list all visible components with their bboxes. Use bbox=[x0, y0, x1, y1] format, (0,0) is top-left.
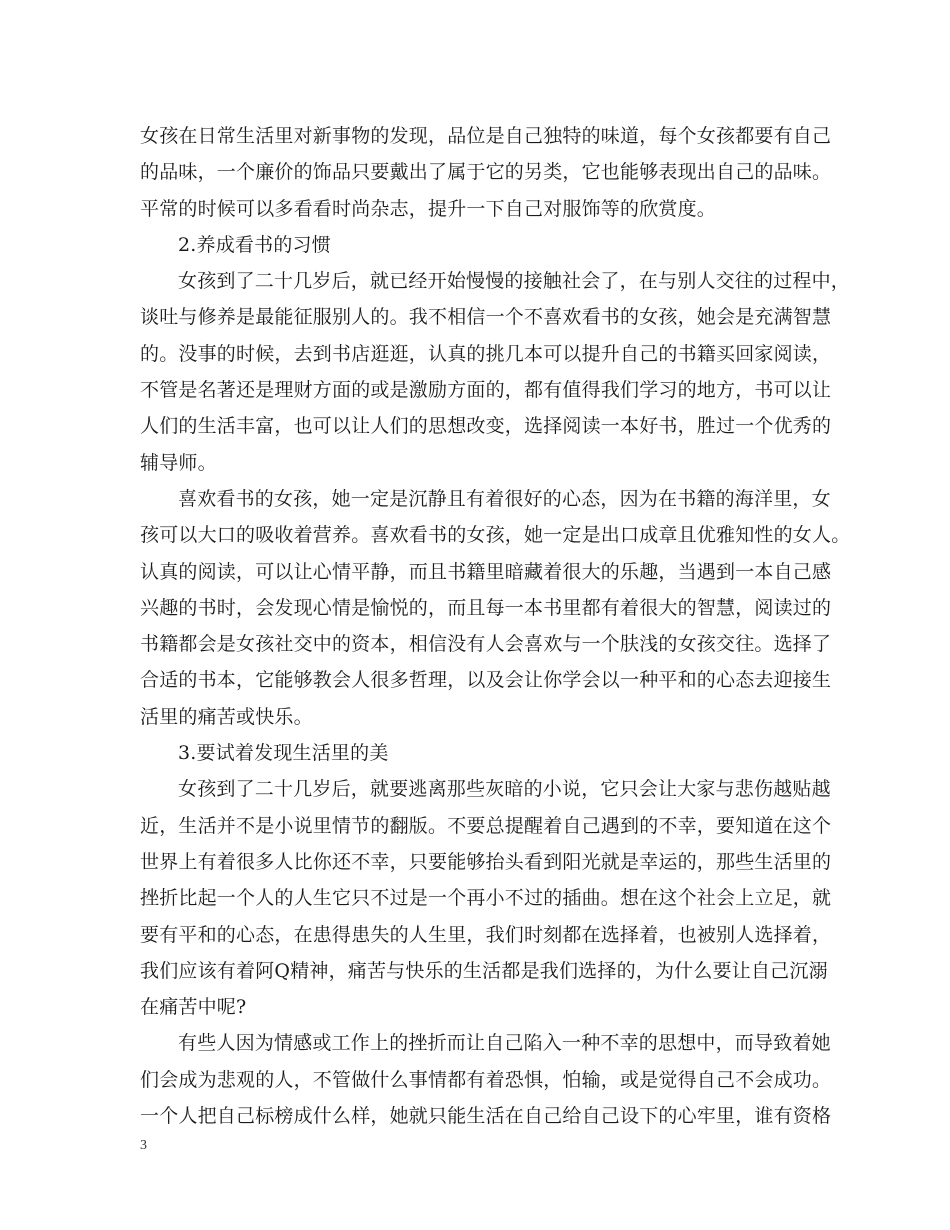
text-line: 活里的痛苦或快乐。 bbox=[140, 705, 313, 728]
text-line: 书籍都会是女孩社交中的资本，相信没有人会喜欢与一个肤浅的女孩交往。选择了 bbox=[140, 633, 832, 656]
text-line: 世界上有着很多人比你还不幸，只要能够抬头看到阳光就是幸运的，那些生活里的 bbox=[140, 850, 832, 873]
text-line: 2.养成看书的习惯 bbox=[178, 233, 331, 256]
text-line: 近，生活并不是小说里情节的翻版。不要总提醒着自己遇到的不幸，要知道在这个 bbox=[140, 814, 832, 837]
text-line: 挫折比起一个人的人生它只不过是一个再小不过的插曲。想在这个社会上立足，就 bbox=[140, 887, 832, 910]
text-line: 女孩在日常生活里对新事物的发现，品位是自己独特的味道，每个女孩都要有自己 bbox=[140, 125, 832, 147]
document-body bbox=[140, 118, 851, 1134]
page-number: 3 bbox=[140, 1138, 147, 1153]
text-line: 人们的生活丰富，也可以让人们的思想改变，选择阅读一本好书，胜过一个优秀的 bbox=[140, 415, 832, 438]
text-line: 不管是名著还是理财方面的或是激励方面的，都有值得我们学习的地方，书可以让 bbox=[140, 379, 832, 402]
text-line: 谈吐与修养是最能征服别人的。我不相信一个不喜欢看书的女孩，她会是充满智慧 bbox=[140, 306, 832, 329]
text-line: 们会成为悲观的人，不管做什么事情都有着恐惧，怕输，或是觉得自己不会成功。 bbox=[140, 1068, 832, 1091]
text-line: 女孩到了二十几岁后，就要逃离那些灰暗的小说，它只会让大家与悲伤越贴越 bbox=[178, 778, 831, 801]
text-line: 我们应该有着阿Q精神，痛苦与快乐的生活都是我们选择的，为什么要让自己沉溺 bbox=[140, 959, 828, 982]
text-line: 的。没事的时候，去到书店逛逛，认真的挑几本可以提升自己的书籍买回家阅读， bbox=[140, 342, 832, 365]
text-line: 辅导师。 bbox=[140, 451, 217, 474]
text-line: 3.要试着发现生活里的美 bbox=[178, 742, 389, 765]
text-line: 兴趣的书时，会发现心情是愉悦的，而且每一本书里都有着很大的智慧，阅读过的 bbox=[140, 596, 832, 619]
text-line: 要有平和的心态，在患得患失的人生里，我们时刻都在选择着，也被别人选择着， bbox=[140, 923, 832, 946]
text-line: 女孩到了二十几岁后，就已经开始慢慢的接触社会了，在与别人交往的过程中， bbox=[178, 270, 851, 293]
text-line: 在痛苦中呢? bbox=[140, 996, 247, 1019]
text-line: 认真的阅读，可以让心情平静，而且书籍里暗藏着很大的乐趣，当遇到一本自己感 bbox=[140, 560, 832, 583]
text-line: 有些人因为情感或工作上的挫折而让自己陷入一种不幸的思想中，而导致着她 bbox=[178, 1032, 831, 1055]
text-line: 平常的时候可以多看看时尚杂志，提升一下自己对服饰等的欣赏度。 bbox=[140, 197, 717, 220]
text-line: 一个人把自己标榜成什么样，她就只能生活在自己给自己设下的心牢里，谁有资格 bbox=[140, 1105, 832, 1128]
text-line: 喜欢看书的女孩，她一定是沉静且有着很好的心态，因为在书籍的海洋里，女 bbox=[178, 487, 831, 510]
text-line: 孩可以大口的吸收着营养。喜欢看书的女孩，她一定是出口成章且优雅知性的女人。 bbox=[140, 524, 851, 547]
text-line: 合适的书本，它能够教会人很多哲理，以及会让你学会以一种平和的心态去迎接生 bbox=[140, 669, 832, 692]
text-line: 的品味，一个廉价的饰品只要戴出了属于它的另类，它也能够表现出自己的品味。 bbox=[140, 161, 832, 184]
